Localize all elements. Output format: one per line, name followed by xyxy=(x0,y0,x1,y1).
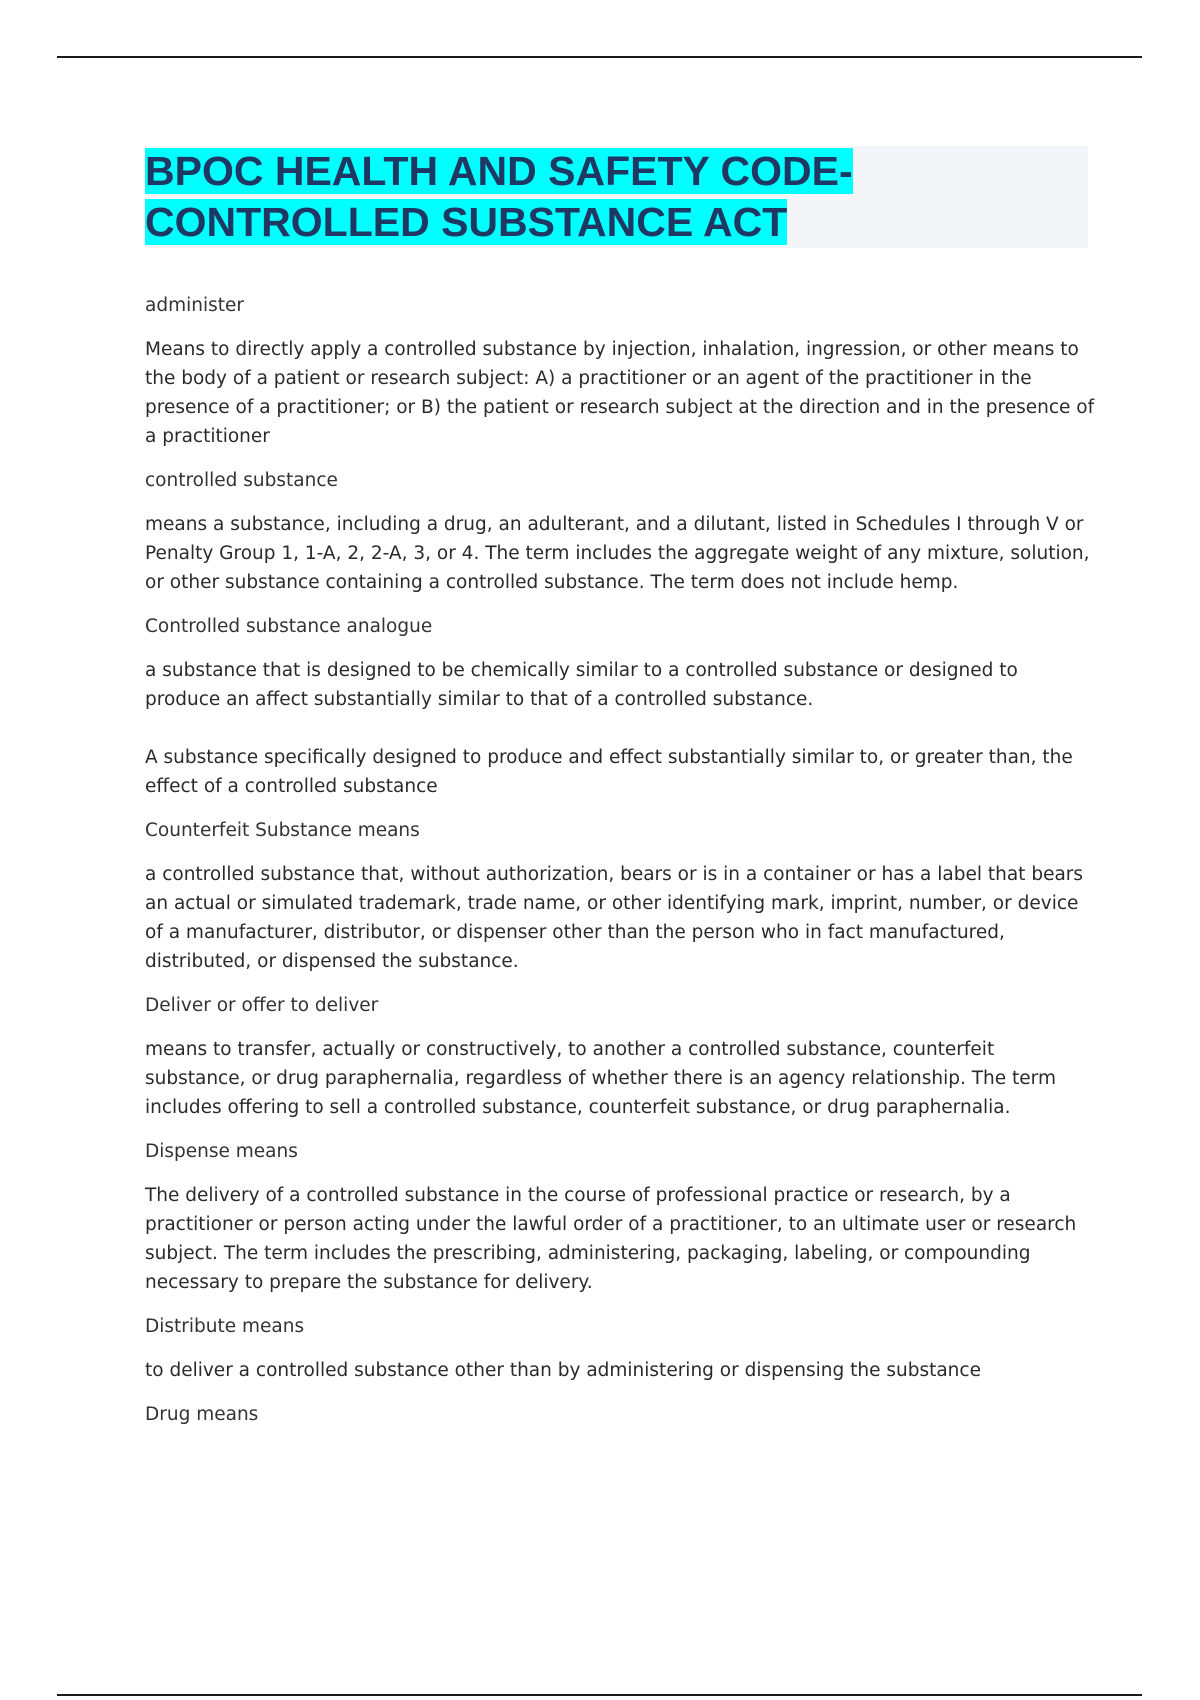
term-controlled-substance-analogue: Controlled substance analogue xyxy=(145,616,433,637)
definition-dispense: The delivery of a controlled substance in the course of professional practice or research, by a practitioner or person acting under the lawful order of a practitioner, to an ultimate user or research subject. The term includes the prescribing, administering, packaging, labeling, or compounding necessary to prepare the substance for delivery. xyxy=(145,1185,1077,1293)
definition-counterfeit-substance: a controlled substance that, without authorization, bears or is in a container or has a label that bears an actual or simulated trademark, trade name, or other identifying mark, imprint, number, or device of a manufacturer, distributor, or dispenser other than the person who in fact manufactured, distributed, or dispensed the substance. xyxy=(145,864,1084,972)
document-title xyxy=(145,146,1088,248)
definition-controlled-substance-analogue-extra: A substance specifically designed to produce and effect substantially similar to, or greater than, the effect of a controlled substance xyxy=(145,747,1073,797)
term-administer: administer xyxy=(145,295,244,316)
title-line-2: CONTROLLED SUBSTANCE ACT xyxy=(145,199,788,245)
term-deliver: Deliver or offer to deliver xyxy=(145,995,379,1016)
title-block xyxy=(145,146,1088,248)
term-dispense: Dispense means xyxy=(145,1141,298,1162)
top-rule xyxy=(57,56,1142,58)
term-drug: Drug means xyxy=(145,1404,259,1425)
bottom-rule xyxy=(57,1694,1142,1696)
definition-controlled-substance: means a substance, including a drug, an adulterant, and a dilutant, listed in Schedules I through V or Penalty Group 1, 1-A, 2, 2-A, 3, or 4. The term includes the aggregate weight of any mixture, solution, or other substance containing a controlled substance. The term does not include hemp. xyxy=(145,514,1090,593)
definition-administer: Means to directly apply a controlled substance by injection, inhalation, ingression, or other means to the body of a patient or research subject: A) a practitioner or an agent of the practitioner in the presence of a practitioner; or B) the patient or research subject at the direction and in the presence of a practitioner xyxy=(145,339,1095,447)
glossary-content xyxy=(145,291,1095,1444)
definition-distribute: to deliver a controlled substance other than by administering or dispensing the substance xyxy=(145,1360,981,1381)
term-controlled-substance: controlled substance xyxy=(145,470,338,491)
definition-controlled-substance-analogue: a substance that is designed to be chemically similar to a controlled substance or designed to produce an affect substantially similar to that of a controlled substance. xyxy=(145,660,1018,710)
term-counterfeit-substance: Counterfeit Substance means xyxy=(145,820,420,841)
term-distribute: Distribute means xyxy=(145,1316,305,1337)
definition-deliver: means to transfer, actually or constructively, to another a controlled substance, counterfeit substance, or drug paraphernalia, regardless of whether there is an agency relationship. The term includes offering to sell a controlled substance, counterfeit substance, or drug paraphernalia. xyxy=(145,1039,1056,1118)
title-line-1: BPOC HEALTH AND SAFETY CODE- xyxy=(145,148,853,194)
